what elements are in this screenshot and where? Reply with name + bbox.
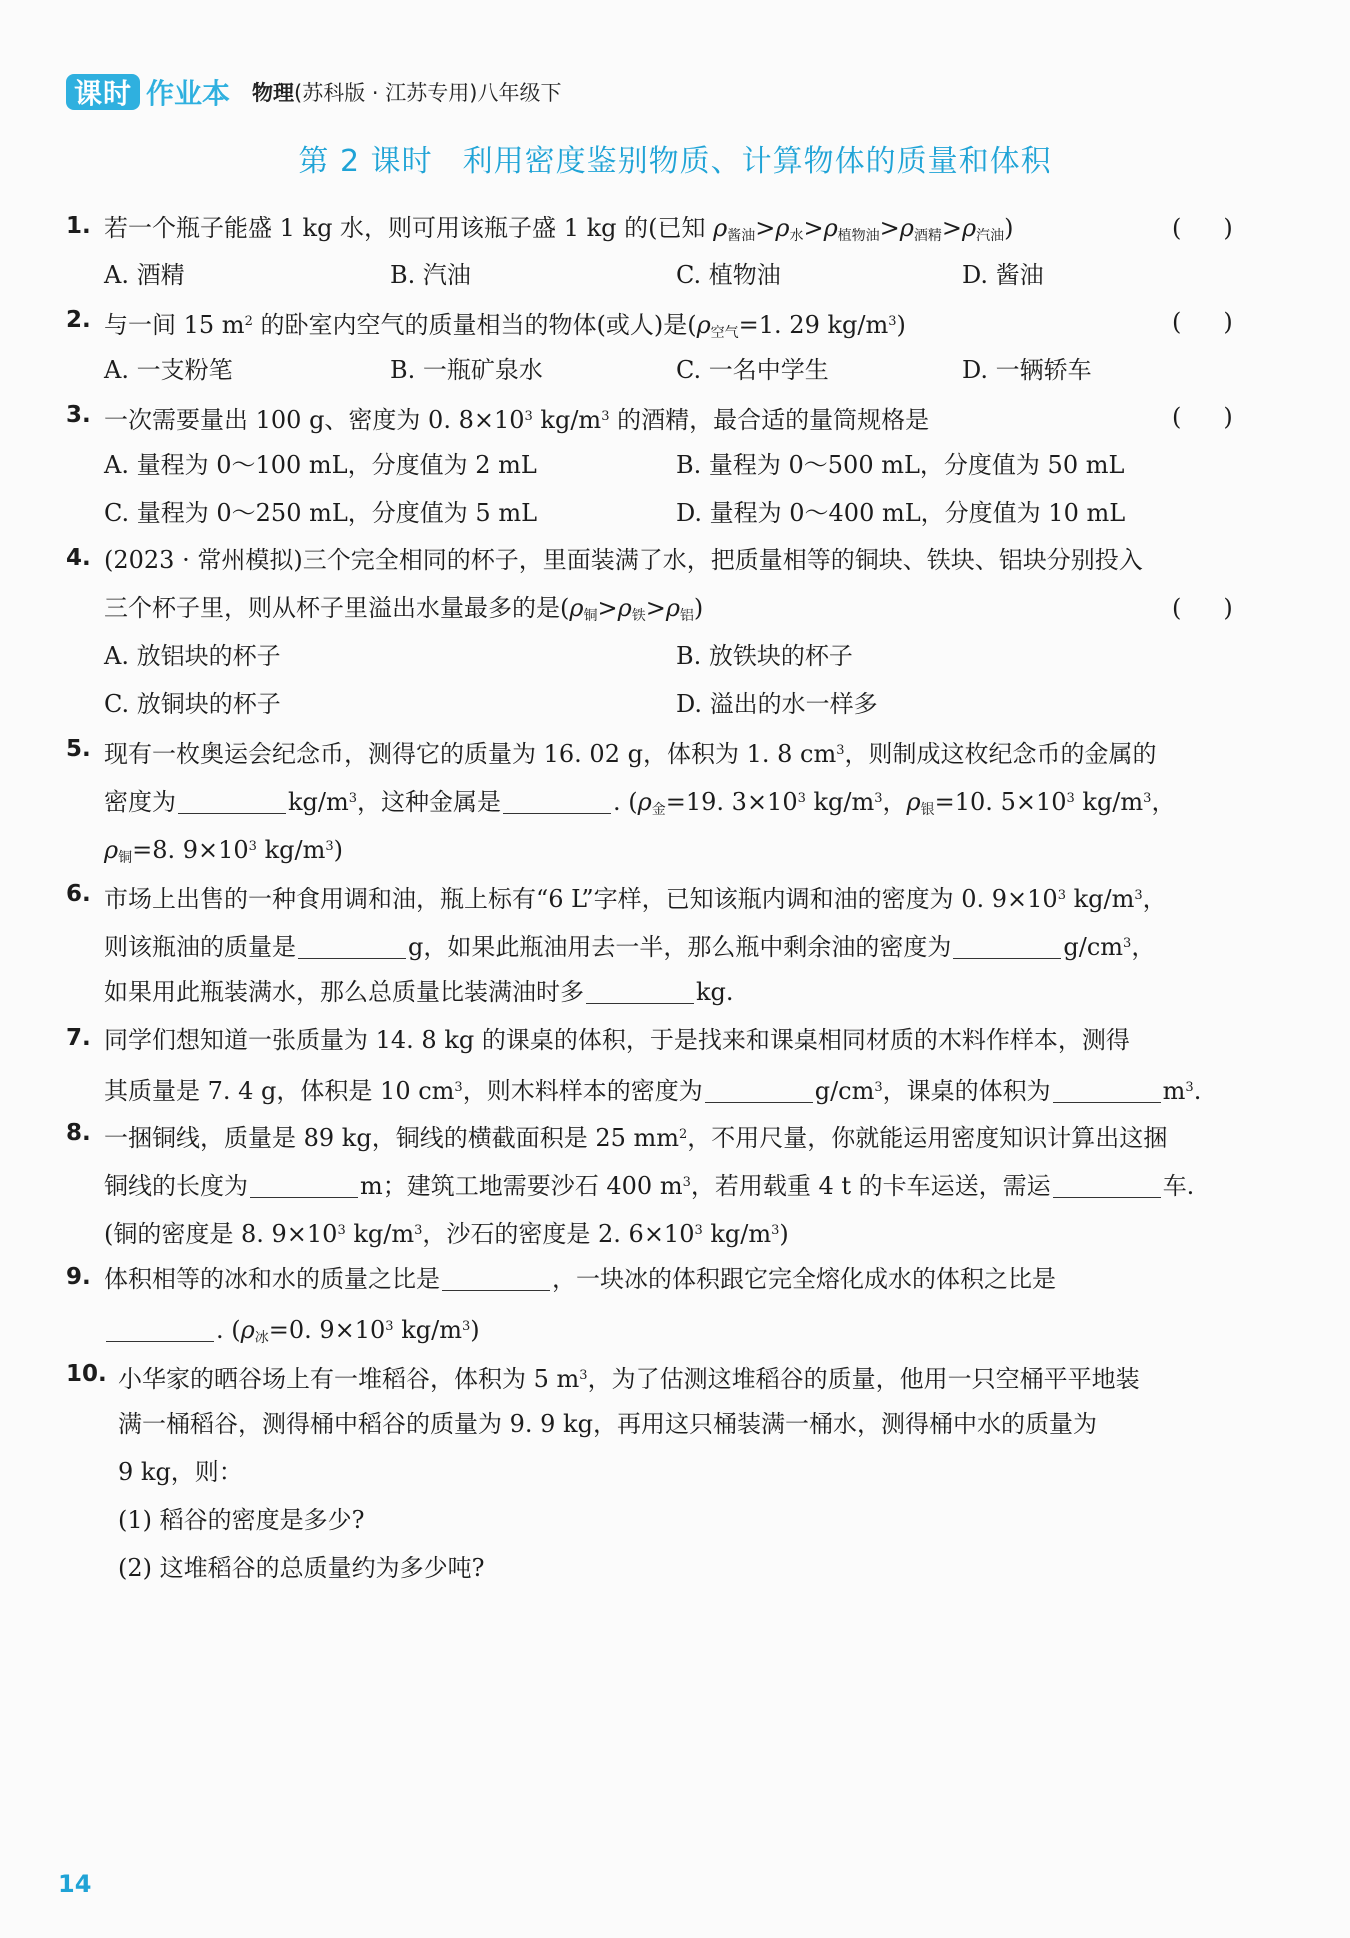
option-b[interactable]: B. 量程为 0～500 mL，分度值为 50 mL [676,451,1125,479]
question-stem-line1: 一捆铜线，质量是 89 kg，铜线的横截面积是 25 $mm^2$，不用尺量，你就能运用密度知识计算出这捆 [104,1124,1168,1152]
lesson-topic: 利用密度鉴别物质、计算物体的质量和体积 [462,144,1052,179]
lesson-title [0,136,1350,180]
answer-blank[interactable] [953,932,1061,959]
answer-bracket[interactable]: ( ) [1172,594,1233,622]
question-stem: 一次需要量出 100 g、密度为 0. $8\times 10^3$ $kg/m^3$ 的酒精，最合适的量筒规格是 [104,406,930,434]
question-stem: 若一个瓶子能盛 1 kg 水，则可用该瓶子盛 1 kg 的(已知 $\rho_{酱油}>\rho_水>\rho_{植物油}>\rho_{酒精}>\rho_{汽油}$) [104,214,1014,244]
edition-label: (苏科版 · 江苏专用)八年级下 [294,81,562,105]
question-stem-line1: 体积相等的冰和水的质量之比是 ，一块冰的体积跟它完全熔化成水的体积之比是 [104,1265,1056,1293]
question-number: 4. [66,545,91,571]
question-stem-line1: 同学们想知道一张质量为 14. 8 kg 的课桌的体积，于是找来和课桌相同材质的木料作样本，测得 [104,1026,1130,1054]
option-c[interactable]: C. 一名中学生 [676,356,829,384]
question-stem-line2: . ($\rho_冰=0$. $9\times 10^3$ $kg/m^3$) [104,1310,480,1355]
question-number: 10. [66,1361,107,1387]
question-number: 7. [66,1025,91,1051]
question-number: 5. [66,736,91,762]
answer-blank[interactable] [298,932,406,959]
question-number: 8. [66,1120,91,1146]
question-number: 6. [66,881,91,907]
question-stem-line2: 三个杯子里，则从杯子里溢出水量最多的是$(\rho_铜>\rho_铁>\rho_铝)$ [104,594,704,624]
answer-blank[interactable] [250,1171,358,1198]
question-number: 9. [66,1264,91,1290]
answer-blank[interactable] [586,977,694,1004]
question-stem-line3: (铜的密度是 8. $9\times 10^3$ $kg/m^3$，沙石的密度是 2. $6\times 10^3$ $kg/m^3$) [104,1220,789,1248]
option-c[interactable]: C. 植物油 [676,261,781,289]
answer-blank[interactable] [178,787,286,814]
answer-blank[interactable] [106,1315,214,1342]
answer-blank[interactable] [503,787,611,814]
question-stem-line2: 密度为 $kg/m^3$，这种金属是 . ($\rho_金=19$. $3\times 10^3$ $kg/m^3$，$\rho_银=10$. $5\times 10^3$ $kg/m^3$， [104,788,1176,818]
question-stem-line1: (2023 · 常州模拟)三个完全相同的杯子，里面装满了水，把质量相等的铜块、铁块、铝块分别投入 [104,546,1143,574]
question-number: 3. [66,402,91,428]
answer-blank[interactable] [1053,1076,1161,1103]
logo-text: 作业本 [146,77,231,110]
option-a[interactable]: A. 一支粉笔 [104,356,233,384]
answer-bracket[interactable]: ( ) [1172,308,1233,336]
question-stem-line3: 9 kg，则： [118,1458,243,1486]
question-stem-line1: 市场上出售的一种食用调和油，瓶上标有“6 L”字样，已知该瓶内调和油的密度为 0. $9\times 10^3$ $kg/m^3$， [104,885,1167,913]
option-c[interactable]: C. 放铜块的杯子 [104,690,281,718]
lesson-number: 第 2 课时 [298,144,433,179]
option-d[interactable]: D. 酱油 [962,261,1044,289]
question-number: 2. [66,307,91,333]
option-a[interactable]: A. 酒精 [104,261,185,289]
question-stem-line2: 则该瓶油的质量是 g，如果此瓶油用去一半，那么瓶中剩余油的密度为 $g/cm^3$， [104,933,1156,961]
subject-label: 物理 [252,81,295,105]
answer-blank[interactable] [442,1264,550,1291]
sub-question-2: (2) 这堆稻谷的总质量约为多少吨? [118,1554,485,1582]
option-d[interactable]: D. 量程为 0～400 mL，分度值为 10 mL [676,499,1126,527]
question-stem-line2: 满一桶稻谷，测得桶中稻谷的质量为 9. 9 kg，再用这只桶装满一桶水，测得桶中水的质量为 [118,1410,1097,1438]
option-d[interactable]: D. 溢出的水一样多 [676,690,878,718]
question-stem-line2: 铜线的长度为 m；建筑工地需要沙石 400 $m^3$，若用载重 4 t 的卡车运送，需运 车. [104,1172,1195,1200]
question-number: 1. [66,213,91,239]
sub-question-1: (1) 稻谷的密度是多少? [118,1506,365,1534]
option-c[interactable]: C. 量程为 0～250 mL，分度值为 5 mL [104,499,538,527]
header [66,72,561,112]
question-stem-line2: 其质量是 7. 4 g，体积是 10 $cm^3$，则木料样本的密度为 $g/cm^3$，课桌的体积为 $m^3$. [104,1077,1202,1105]
page-number: 14 [58,1870,92,1898]
option-b[interactable]: B. 汽油 [390,261,471,289]
option-d[interactable]: D. 一辆轿车 [962,356,1092,384]
option-a[interactable]: A. 放铝块的杯子 [104,642,281,670]
answer-blank[interactable] [1053,1171,1161,1198]
option-b[interactable]: B. 一瓶矿泉水 [390,356,543,384]
question-stem-line1: 现有一枚奥运会纪念币，测得它的质量为 16. 02 g，体积为 1. 8 $cm^3$，则制成这枚纪念币的金属的 [104,740,1157,768]
question-stem-line1: 小华家的晒谷场上有一堆稻谷，体积为 5 $m^3$，为了估测这堆稻谷的质量，他用一只空桶平平地装 [118,1365,1140,1393]
answer-blank[interactable] [705,1076,813,1103]
option-a[interactable]: A. 量程为 0～100 mL，分度值为 2 mL [104,451,537,479]
option-b[interactable]: B. 放铁块的杯子 [676,642,853,670]
question-stem-line3: 如果用此瓶装满水，那么总质量比装满油时多 kg. [104,978,734,1006]
question-stem: 与一间 15 $m^2$ 的卧室内空气的质量相当的物体(或人)是($\rho_{空气}=1$. 29 $kg/m^3$) [104,311,906,341]
logo-badge: 课时 [66,74,140,110]
answer-bracket[interactable]: ( ) [1172,214,1233,242]
question-stem-line3: $\rho_铜=8$. $9\times 10^3$ $kg/m^3$) [104,836,343,866]
answer-bracket[interactable]: ( ) [1172,403,1233,431]
